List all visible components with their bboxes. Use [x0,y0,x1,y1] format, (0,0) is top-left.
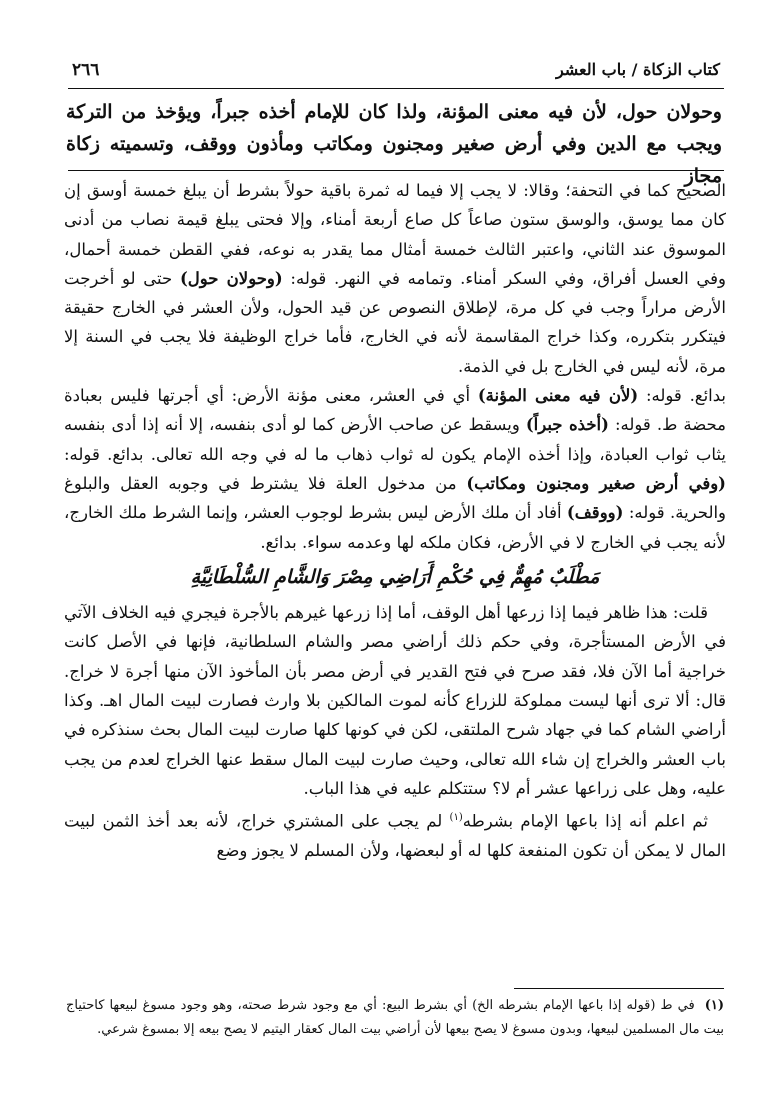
page-header [72,60,720,86]
commentary-text: من مدخول العلة فلا يشترط في وجوبه العقل والبلوغ والحرية. قوله: [64,473,727,523]
commentary [64,176,726,865]
footnote-text: في ط (قوله إذا باعها الإمام بشرطه الخ) أي بشرط البيع: أي مع وجود شرط صحته، وهو وجود مسوغ لبيعها كاحتياج بيت مال المسلمين لبيعها، وبدون مسوغ لا يصح بيعها لأن أراضي بيت المال كعقار اليتيم لا يصح بيعه إلا بمسوغ شرعي. [66,998,724,1037]
quoted-term: (أخذه جبراً) [525,415,609,435]
commentary-paragraph [64,381,726,557]
commentary-text: لم يجب على المشتري خراج، لأنه بعد أخذ الثمن لبيت المال لا يمكن أن تكون المنفعة كلها له أو لبعضها، ولأن المسلم لا يجوز وضع [64,811,726,861]
section-heading: مَطْلَبٌ مُهِمٌّ فِي حُكْمِ أَرَاضِي مِصْرَ وَالشَّامِ السُّلْطَانِيَّةِ [190,565,600,588]
commentary-text: أفاد أن ملك الأرض ليس بشرط لوجوب العشر، وإنما الشرط ملك الخارج، لأنه يجب في الخارج لا في الأرض، فكان ملكه لها وعدمه سواء. بدائع. [64,503,726,552]
commentary-paragraph [64,176,726,381]
commentary-paragraph [64,803,726,865]
page-number: ٢٦٦ [72,60,100,80]
main-text-line: ويجب مع الدين وفي أرض صغير ومجنون ومكاتب ومأذون ووقف، وتسميته زكاة مجاز [66,133,722,187]
commentary-paragraph [64,598,726,803]
footnote [66,994,724,1042]
quoted-term: (وفي أرض صغير ومجنون ومكاتب) [466,473,726,493]
commentary-text: ثم اعلم أنه إذا باعها الإمام بشرطه [462,811,708,831]
footnote-rule [514,988,724,989]
commentary-text: حتى لو أخرجت الأرض مراراً وجب في كل مرة، لإطلاق النصوص عن قيد الحول، ولأن العشر في الخارج حقيقة فيتكرر بتكرره، وكذا خراج المقاسمة لأنه في الخارج، فأما خراج الوظيفة فلا يجب في السنة إلا مرة، لأنه ليس في الخارج بل في الذمة. [64,268,726,376]
main-text-rule [68,170,724,171]
commentary-text: أي في العشر، معنى مؤنة الأرض: أي أجرتها فليس بعبادة محضة ط. قوله: [64,386,726,435]
quoted-term: (وحولان حول) [179,268,283,288]
header-rule [68,88,724,89]
main-text-line: وحولان حول، لأن فيه معنى المؤنة، ولذا كان للإمام أخذه جبراً، ويؤخذ من التركة [66,101,722,123]
commentary-text: قلت: هذا ظاهر فيما إذا زرعها أهل الوقف، أما إذا زرعها غيرهم بالأجرة فيجري فيه الخلاف الآتي في الأرض المستأجرة، وفي حكم ذلك أراضي مصر والشام السلطانية، فإنها في الأصل كانت خراجية أما الآن فلا، فقد صرح في فتح القدير في أرض مصر بأن المأخوذ الآن منها أجرة لا خراج. قال: ألا ترى أنها ليست مملوكة للزراع كأنه لموت المالكين بلا وارث فصارت لبيت المال اهـ. وكذا أراضي الشام كما في جهاد شرح الملتقى، لكن في كونها كلها صارت لبيت المال بحث سنذكره في باب العشر والخراج إن شاء الله تعالى، وحيث صارت لبيت المال سقط عنها الخراج لعدم من يجب عليه، وهل على زراعها عشر أم لا؟ ستتكلم عليه في هذا الباب. [64,603,726,798]
quoted-term: (لأن فيه معنى المؤنة) [477,386,639,406]
commentary-text: بدائع. قوله: [645,386,727,406]
quoted-term: (ووقف) [566,503,624,523]
running-title: كتاب الزكاة / باب العشر [555,60,720,79]
footnote-ref[interactable]: (١) [449,812,463,824]
commentary-text: ويسقط عن صاحب الأرض كما لو أدى بنفسه، إلا أنه إذا أدى بنفسه يثاب ثواب العبادة، وإذا أخذه الإمام يكون له ثواب ذهاب ما له في وجه الله تعالى. بدائع. قوله: [64,415,726,464]
commentary-text: الصحيح كما في التحفة؛ وقالا: لا يجب إلا فيما له ثمرة باقية حولاً بشرط أن يبلغ خمسة أوسق إن كان مما يوسق، والوسق ستون صاعاً كل صاع أربعة أمناء، وإلا فحتى يبلغ قيمة نصاب من أدنى الموسوق عند الثاني، واعتبر الثالث خمسة أمثال مما يقدر به نوعه، ففي القطن خمسة أحمال، وفي العسل أفراق، وفي السكر أمناء. وتمامه في النهر. قوله: [64,181,726,288]
footnote-number: (١) [704,998,724,1013]
